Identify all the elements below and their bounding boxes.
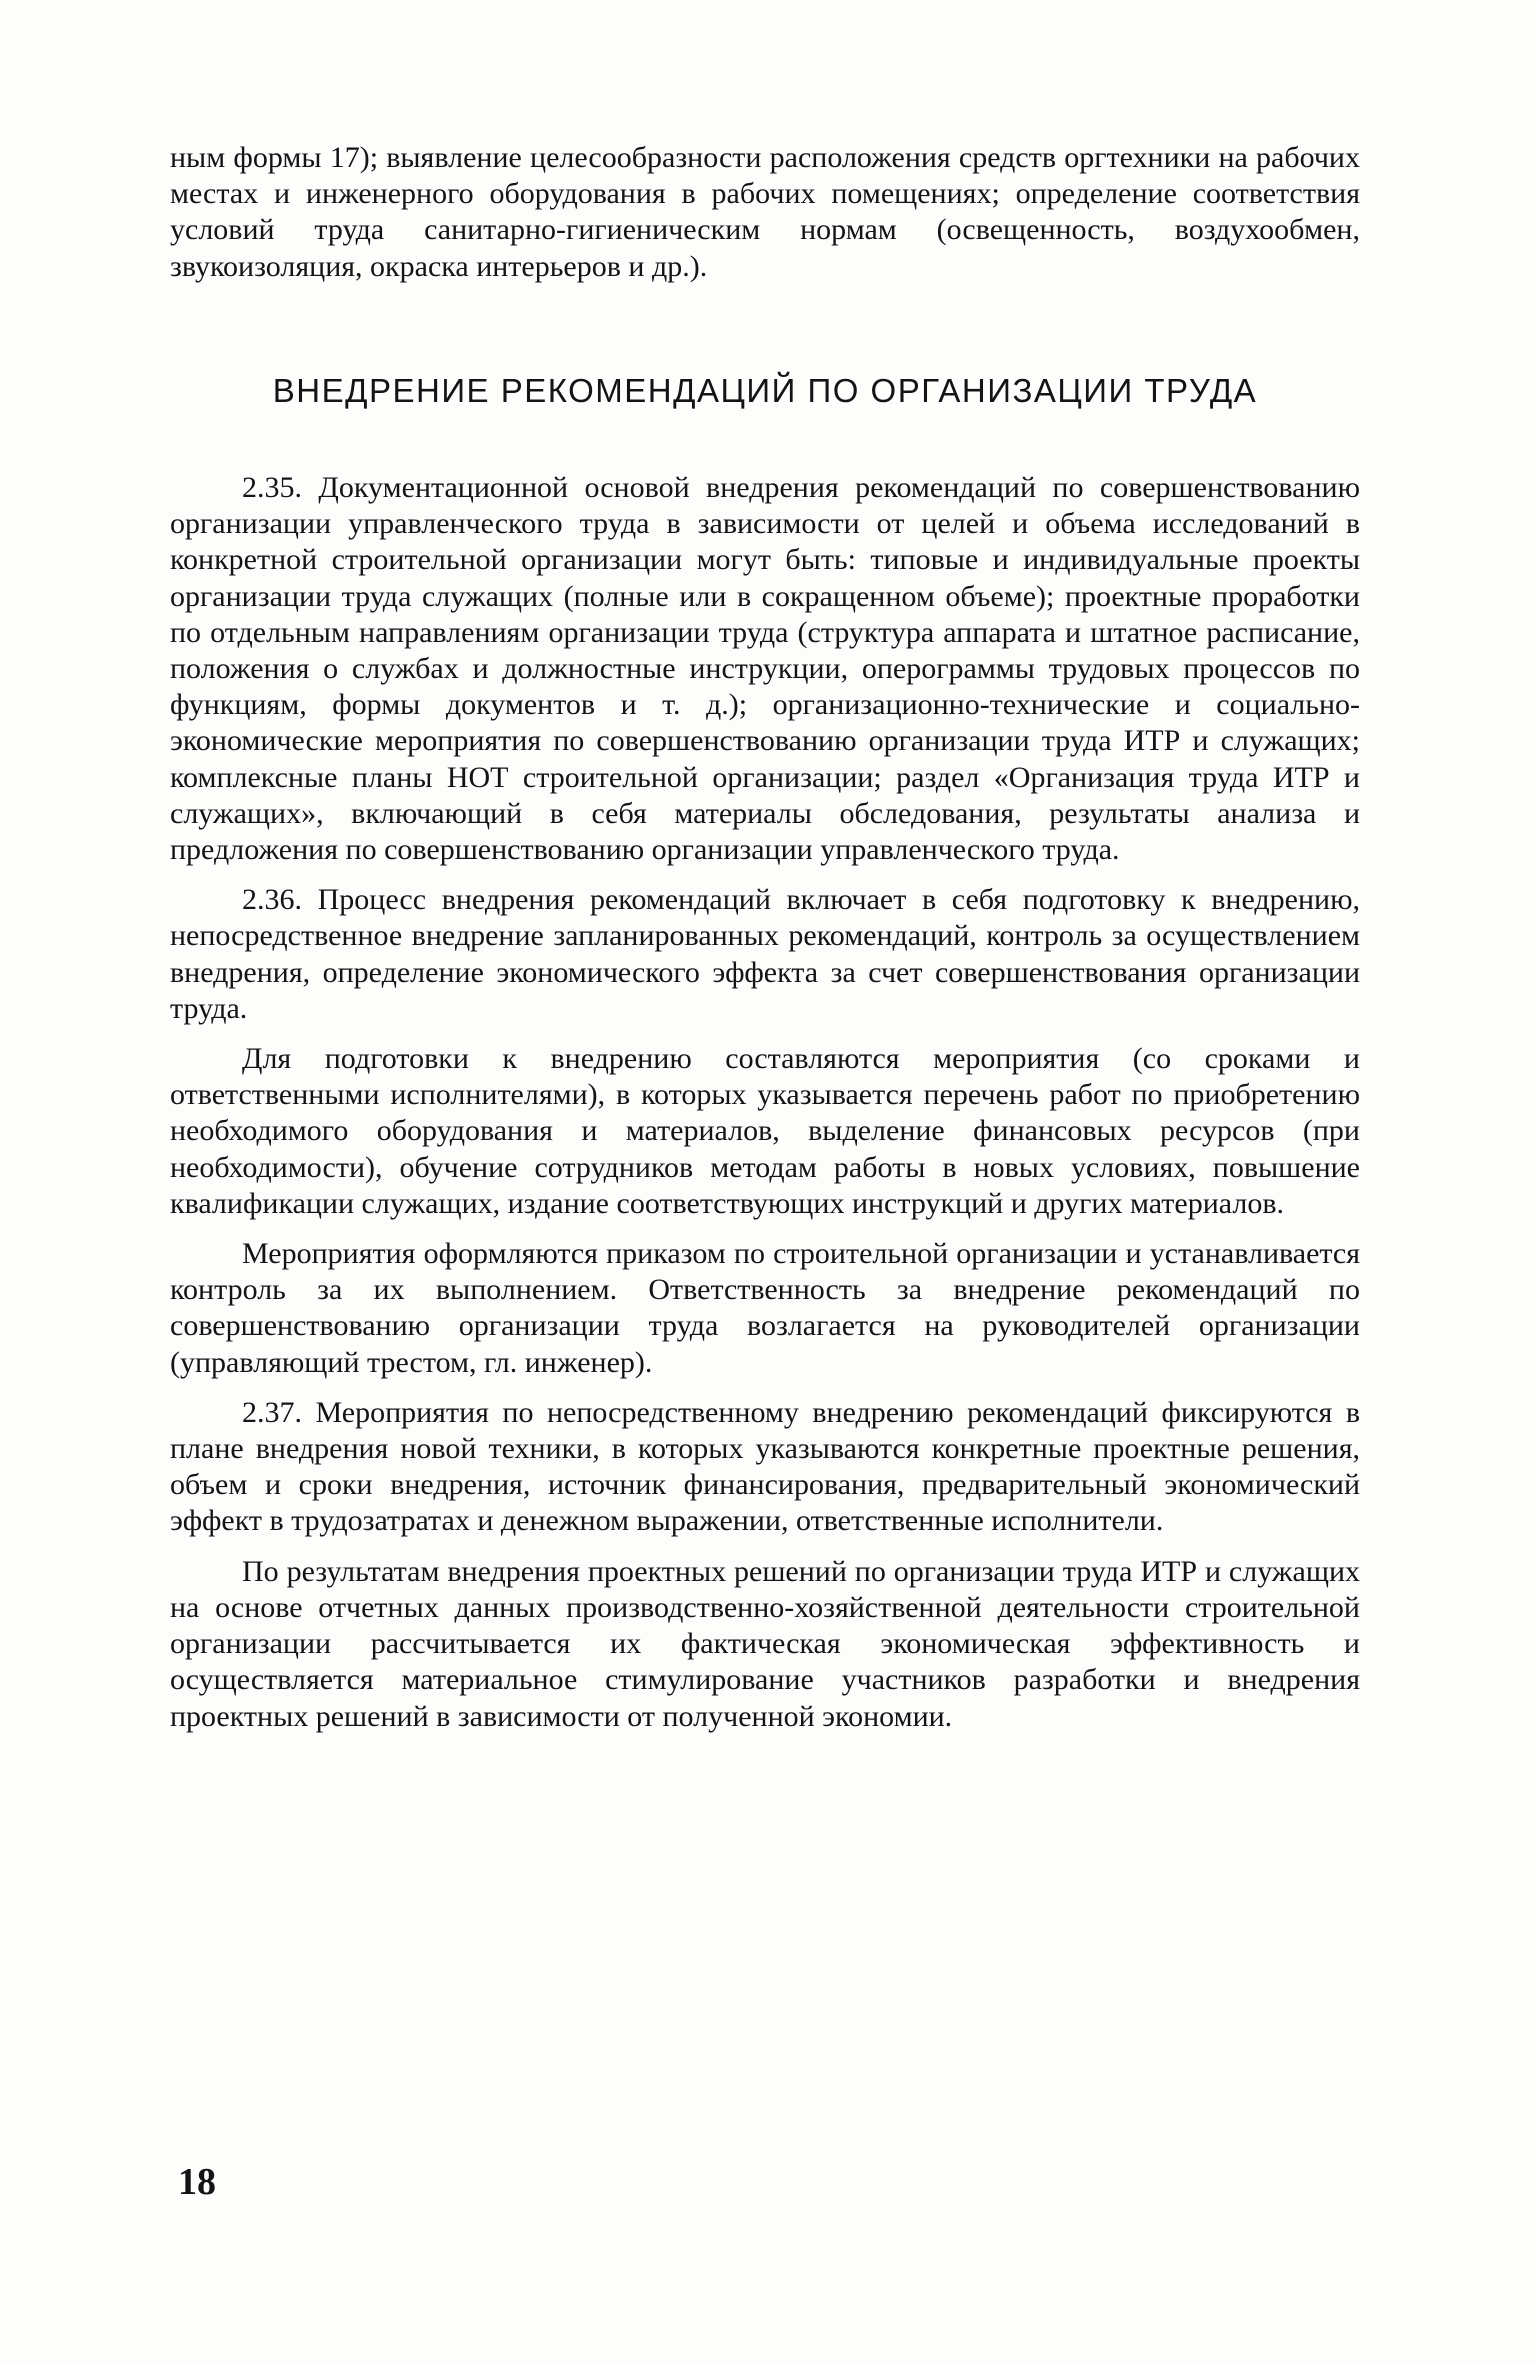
page-number: 18	[178, 2161, 216, 2203]
intro-text: ным формы 17); выявление целесообразности расположения средств оргтехники на рабочих местах и инженерного оборудования в рабочих помещениях; определение соответствия условий труда санитарно-гигиеническим нормам (освещенность, воздухообмен, звукоизоляция, окраска интерьеров и др.).	[170, 141, 1360, 283]
paragraph-results: По результатам внедрения проектных решений по организации труда ИТР и служащих на основе отчетных данных производственно-хозяйственной деятельности строительной организации рассчитывается их фактическая экономическая эффективность и осуществляется материальное стимулирование участников разработки и внедрения проектных решений в зависимости от полученной экономии.	[170, 1554, 1360, 1733]
paragraph-preparation: Для подготовки к внедрению составляются мероприятия (со сроками и ответственными исполнителями), в которых указывается перечень работ по приобретению необходимого оборудования и материалов, выделение финансовых ресурсов (при необходимости), обучение сотрудников методам работы в новых условиях, повышение квалификации служащих, издание соответствующих инструкций и других материалов.	[170, 1042, 1360, 1220]
paragraph-responsibility: Мероприятия оформляются приказом по строительной организации и устанавливается контроль за их выполнением. Ответственность за внедрение рекомендаций по совершенствованию организации труда возлагается на руководителей организации (управляющий трестом, гл. инженер).	[170, 1237, 1360, 1379]
section-heading: ВНЕДРЕНИЕ РЕКОМЕНДАЦИЙ ПО ОРГАНИЗАЦИИ ТРУДА	[272, 372, 1258, 409]
body-text	[170, 470, 1360, 1735]
intro-paragraph	[170, 140, 1360, 285]
paragraph-2-35: 2.35. Документационной основой внедрения рекомендаций по совершенствованию организации управленческого труда в зависимости от целей и объема исследований в конкретной строительной организации могут быть: типовые и индивидуальные проекты организации труда служащих (полные или в сокращенном объеме); проектные проработки по отдельным направлениям организации труда (структура аппарата и штатное расписание, положения о службах и должностные инструкции, оперограммы трудовых процессов по функциям, формы документов и т. д.); организационно-технические и социально-экономические мероприятия по совершенствованию организации труда ИТР и служащих; комплексные планы НОТ строительной организации; раздел «Организация труда ИТР и служащих», включающий в себя материалы обследования, результаты анализа и предложения по совершенствованию организации управленческого труда.	[170, 471, 1360, 867]
paragraph-2-36: 2.36. Процесс внедрения рекомендаций включает в себя подготовку к внедрению, непосредственное внедрение запланированных рекомендаций, контроль за осуществлением внедрения, определение экономического эффекта за счет совершенствования организации труда.	[170, 883, 1360, 1025]
paragraph-2-37: 2.37. Мероприятия по непосредственному внедрению рекомендаций фиксируются в плане внедрения новой техники, в которых указываются конкретные проектные решения, объем и сроки внедрения, источник финансирования, предварительный экономический эффект в трудозатратах и денежном выражении, ответственные исполнители.	[170, 1395, 1360, 1538]
